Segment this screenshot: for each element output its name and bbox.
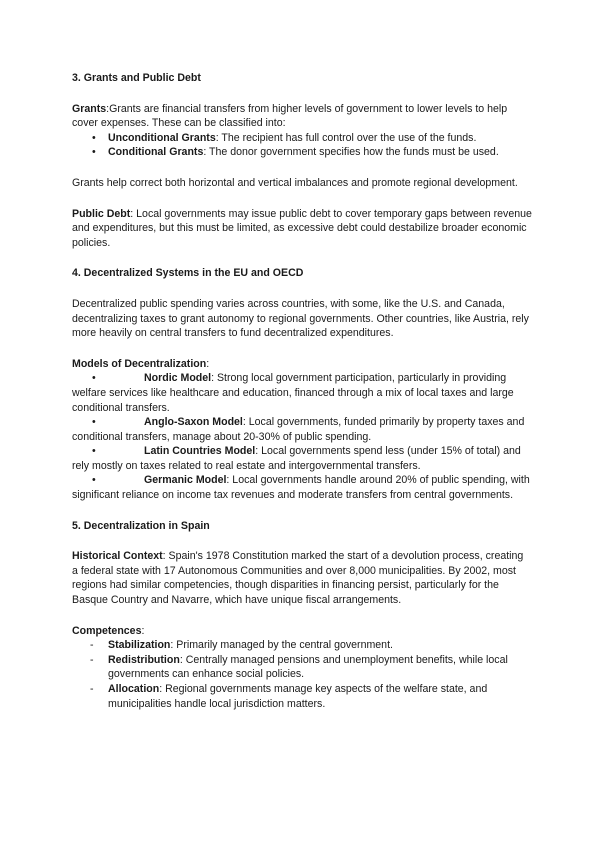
list-item: • Nordic Model: Strong local government participation, particularly in providing welfare services like healthcare and education, financed through a mix of local taxes and large conditional transfers. bbox=[72, 372, 514, 414]
grant-types-list bbox=[72, 131, 532, 160]
historical-context-paragraph: Historical Context: Spain's 1978 Constitution marked the start of a devolution process, creating a federal state with 17 Autonomous Communities and over 8,000 municipalities. By 2002, most regions had similar competencies, though disparities in financing persist, particularly for the Basque Country and Navarre, which have unique fiscal arrangements. bbox=[72, 550, 524, 607]
bullet-icon: • bbox=[92, 131, 96, 144]
bullet-icon: • bbox=[92, 416, 96, 429]
bullet-icon: • bbox=[92, 146, 96, 159]
decentralized-intro-paragraph: Decentralized public spending varies across countries, with some, like the U.S. and Canada, decentralizing taxes to grant autonomy to regional governments. Other countries, like Austria, rely more heavily on central transfers to fund decentralized expenditures. bbox=[72, 297, 529, 340]
public-debt-paragraph: Public Debt: Local governments may issue public debt to cover temporary gaps between revenue and expenditures, but this must be limited, as excessive debt could destabilize broader economic policies. bbox=[72, 207, 532, 249]
list-item: • Unconditional Grants: The recipient has full control over the use of the funds. bbox=[92, 131, 477, 144]
document-page bbox=[72, 71, 532, 711]
dash-icon: - bbox=[90, 683, 94, 695]
list-item: • Anglo-Saxon Model: Local governments, funded primarily by property taxes and conditional transfers, manage about 20-30% of public spending. bbox=[72, 416, 525, 443]
competences-list bbox=[72, 638, 532, 711]
bullet-icon: • bbox=[92, 445, 96, 458]
dash-icon: - bbox=[90, 639, 94, 652]
list-item: • Latin Countries Model: Local governments spend less (under 15% of total) and rely mostly on taxes related to real estate and intergovernmental transfers. bbox=[72, 445, 521, 472]
grants-paragraph: Grants:Grants are financial transfers from higher levels of government to lower levels to help cover expenses. These can be classified into: bbox=[72, 102, 508, 130]
historical-context-label: Historical Context bbox=[72, 550, 163, 563]
grants-help-paragraph: Grants help correct both horizontal and vertical imbalances and promote regional development. bbox=[72, 176, 518, 189]
dash-icon: - bbox=[90, 653, 94, 666]
section-heading: 3. Grants and Public Debt bbox=[72, 72, 201, 84]
models-list bbox=[72, 371, 532, 502]
models-heading: Models of Decentralization: bbox=[72, 357, 210, 370]
list-item: - Redistribution: Centrally managed pensions and unemployment benefits, while local governments can enhance social policies. bbox=[90, 653, 508, 681]
section-heading: 5. Decentralization in Spain bbox=[72, 519, 210, 532]
grants-label: Grants bbox=[72, 102, 107, 115]
competences-heading: Competences: bbox=[72, 624, 145, 637]
bullet-icon: • bbox=[92, 372, 96, 385]
section-heading: 4. Decentralized Systems in the EU and OECD bbox=[72, 267, 304, 280]
list-item: - Stabilization: Primarily managed by the central government. bbox=[90, 639, 393, 652]
bullet-icon: • bbox=[92, 474, 96, 487]
list-item: • Conditional Grants: The donor government specifies how the funds must be used. bbox=[92, 146, 499, 159]
list-item: - Allocation: Regional governments manage key aspects of the welfare state, and municipalities handle local jurisdiction matters. bbox=[90, 683, 488, 710]
public-debt-label: Public Debt bbox=[72, 207, 131, 220]
list-item: • Germanic Model: Local governments handle around 20% of public spending, with significant reliance on income tax revenues and moderate transfers from central governments. bbox=[72, 474, 530, 502]
